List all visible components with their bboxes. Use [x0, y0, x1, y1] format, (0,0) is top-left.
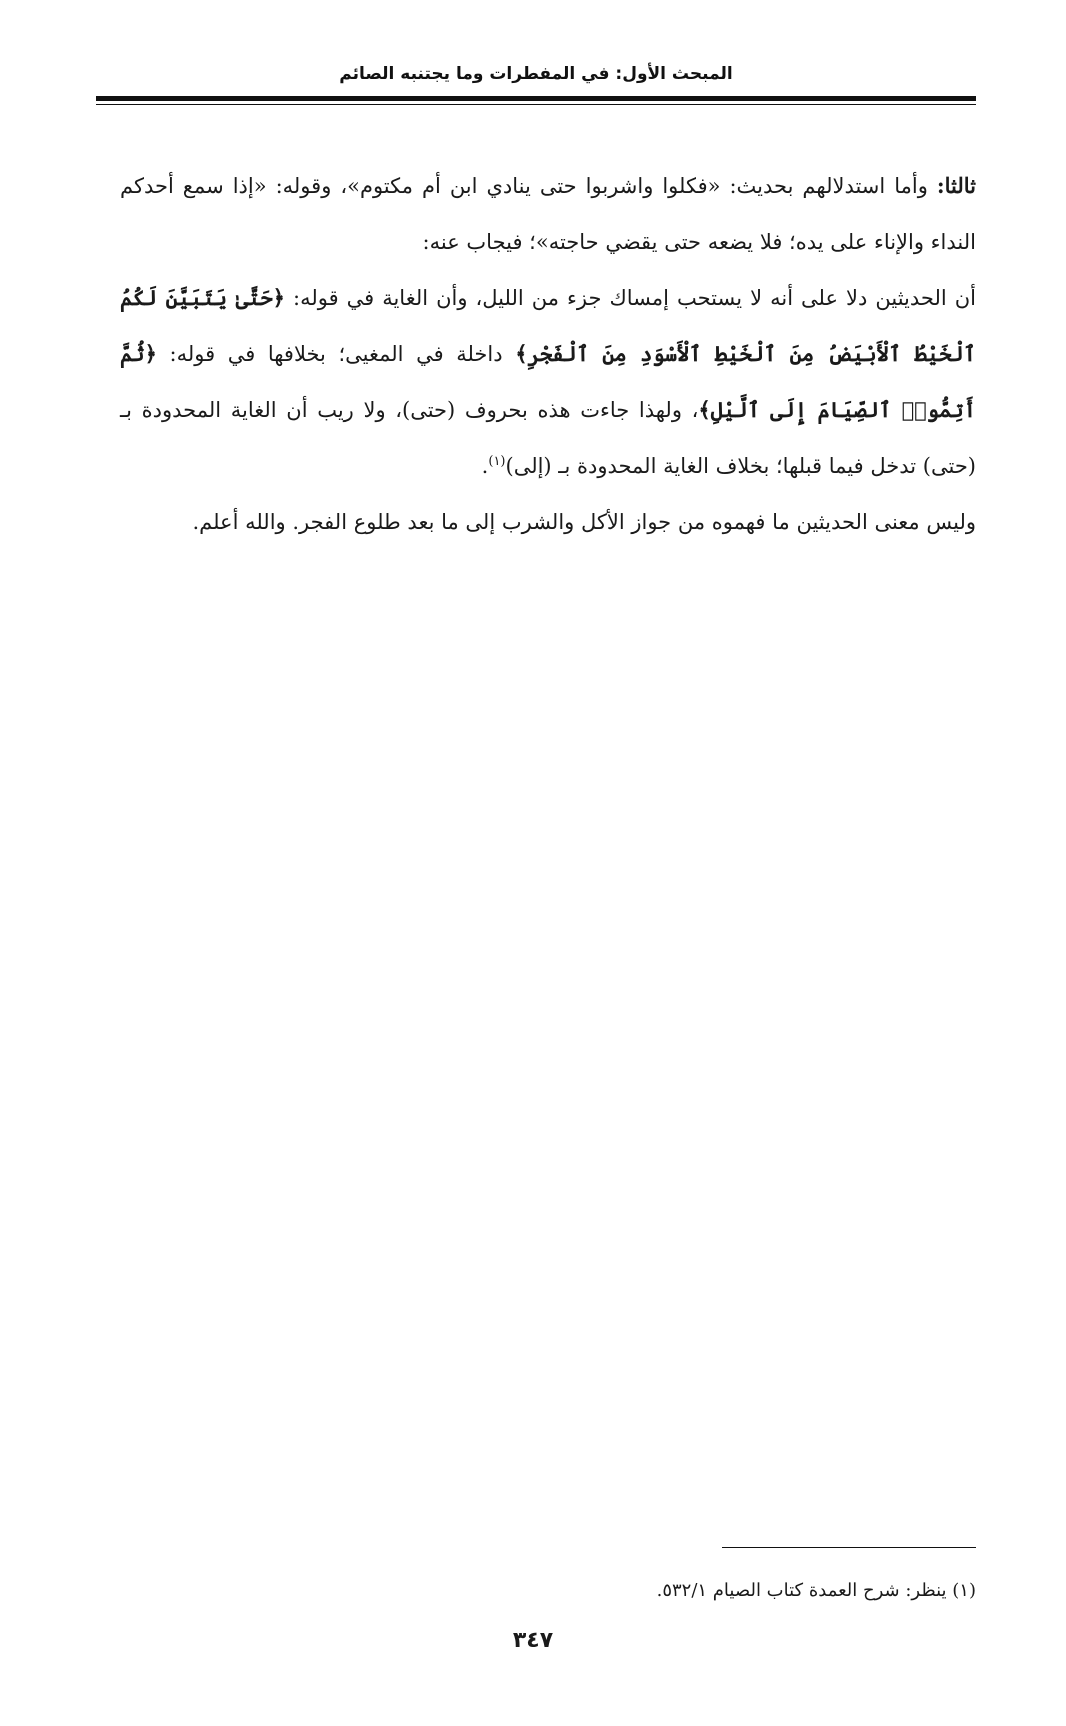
paragraph-3: [120, 494, 976, 550]
footnote-separator: [722, 1547, 976, 1548]
header-rule-thick: [96, 96, 976, 101]
paragraph-lead: ثالثا:: [936, 173, 976, 198]
running-header: المبحث الأول: في المفطرات وما يجتنبه الصائم: [339, 64, 733, 84]
quran-verse-1: ﴿حَتَّىٰ يَتَبَيَّنَ لَكُمُ ٱلْخَيْطُ ٱلْأَبْيَضُ مِنَ ٱلْخَيْطِ ٱلْأَسْوَدِ مِنَ ٱلْفَجْرِ﴾: [120, 285, 976, 366]
page-number: ٣٤٧: [512, 1628, 554, 1653]
footnote-reference[interactable]: (١): [488, 454, 506, 469]
paragraph-2-end: .: [481, 454, 489, 478]
paragraph-3-text: وليس معنى الحديثين ما فهموه من جواز الأكل والشرب إلى ما بعد طلوع الفجر. والله أعلم.: [192, 510, 976, 534]
header-rule-thin: [96, 104, 976, 105]
paragraph-2: [120, 270, 976, 494]
quran-verse-2: ﴿ثُمَّ أَتِمُّوا۟ ٱلصِّيَامَ إِلَى ٱلَّيْلِ﴾: [120, 341, 976, 422]
paragraph-1-text: وأما استدلالهم بحديث: «فكلوا واشربوا حتى ينادي ابن أم مكتوم»، وقوله: «إذا سمع أحدكم النداء والإناء على يده؛ فلا يضعه حتى يقضي حاجته»؛ فيجاب عنه:: [120, 174, 976, 254]
paragraph-2-part-a: أن الحديثين دلا على أنه لا يستحب إمساك جزء من الليل، وأن الغاية في قوله:: [293, 286, 976, 310]
paragraph-2-part-c: ، ولهذا جاءت هذه بحروف (حتى)، ولا ريب أن الغاية المحدودة بـ (حتى) تدخل فيما قبلها؛ بخلاف الغاية المحدودة بـ (إلى): [120, 398, 976, 478]
footnote: (١) ينظر: شرح العمدة كتاب الصيام ٥٣٢/١.: [656, 1580, 976, 1601]
body-text: [120, 158, 976, 550]
paragraph-1: [120, 158, 976, 270]
paragraph-2-part-b: داخلة في المغيى؛ بخلافها في قوله:: [169, 342, 503, 366]
